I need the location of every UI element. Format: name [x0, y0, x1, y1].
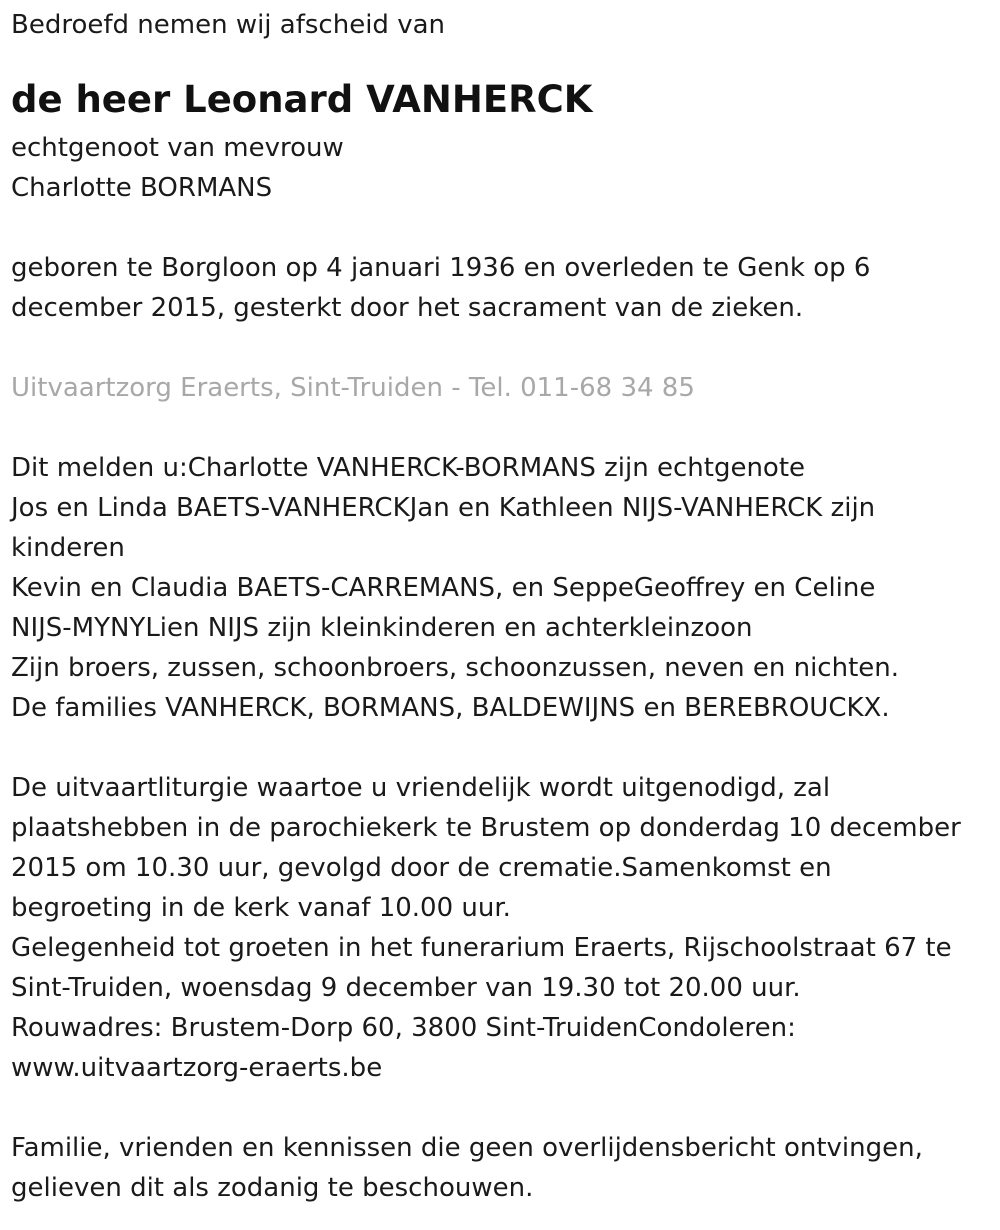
closing-line: Familie, vrienden en kennissen die geen overlijdensbericht ontvingen, — [11, 1133, 923, 1163]
ceremony-line: begroeting in de kerk vanaf 10.00 uur. — [11, 893, 511, 923]
spouse-block — [11, 128, 980, 208]
spacer — [11, 408, 980, 448]
spacer — [11, 728, 980, 768]
funeral-home-contact: Uitvaartzorg Eraerts, Sint-Truiden - Tel. 011-68 34 85 — [11, 373, 695, 403]
ceremony-line: www.uitvaartzorg-eraerts.be — [11, 1053, 383, 1083]
spacer — [11, 328, 980, 368]
closing-block — [11, 1128, 980, 1208]
announcer-line: Zijn broers, zussen, schoonbroers, schoonzussen, neven en nichten. — [11, 653, 899, 683]
closing-line: gelieven dit als zodanig te beschouwen. — [11, 1173, 534, 1203]
announcer-line: kinderen — [11, 533, 125, 563]
announcer-line: De families VANHERCK, BORMANS, BALDEWIJNS en BEREBROUCKX. — [11, 693, 890, 723]
birth-death-line: geboren te Borgloon op 4 januari 1936 en overleden te Genk op 6 — [11, 253, 871, 283]
birth-death-block — [11, 248, 980, 328]
ceremony-line: Gelegenheid tot groeten in het funerarium Eraerts, Rijschoolstraat 67 te — [11, 933, 952, 963]
ceremony-block — [11, 768, 980, 1088]
ceremony-line: Sint-Truiden, woensdag 9 december van 19.30 tot 20.00 uur. — [11, 973, 801, 1003]
announcer-line: NIJS-MYNYLien NIJS zijn kleinkinderen en achterkleinzoon — [11, 613, 753, 643]
birth-death-line: december 2015, gesterkt door het sacrament van de zieken. — [11, 293, 804, 323]
announcer-line: Kevin en Claudia BAETS-CARREMANS, en SeppeGeoffrey en Celine — [11, 573, 876, 603]
ceremony-line: 2015 om 10.30 uur, gevolgd door de crematie.Samenkomst en — [11, 853, 832, 883]
announcer-line: Jos en Linda BAETS-VANHERCKJan en Kathleen NIJS-VANHERCK zijn — [11, 493, 876, 523]
intro-text: Bedroefd nemen wij afscheid van — [11, 10, 445, 40]
ceremony-line: plaatshebben in de parochiekerk te Brustem op donderdag 10 december — [11, 813, 961, 843]
ceremony-line: De uitvaartliturgie waartoe u vriendelijk wordt uitgenodigd, zal — [11, 773, 831, 803]
spouse-line: echtgenoot van mevrouw — [11, 133, 344, 163]
announcer-line: Dit melden u:Charlotte VANHERCK-BORMANS zijn echtgenote — [11, 453, 806, 483]
spouse-line: Charlotte BORMANS — [11, 173, 273, 203]
ceremony-line: Rouwadres: Brustem-Dorp 60, 3800 Sint-TruidenCondoleren: — [11, 1013, 796, 1043]
deceased-name: de heer Leonard VANHERCK — [11, 78, 593, 121]
announcers-block — [11, 448, 980, 728]
spacer — [11, 1088, 980, 1128]
spacer — [11, 208, 980, 248]
